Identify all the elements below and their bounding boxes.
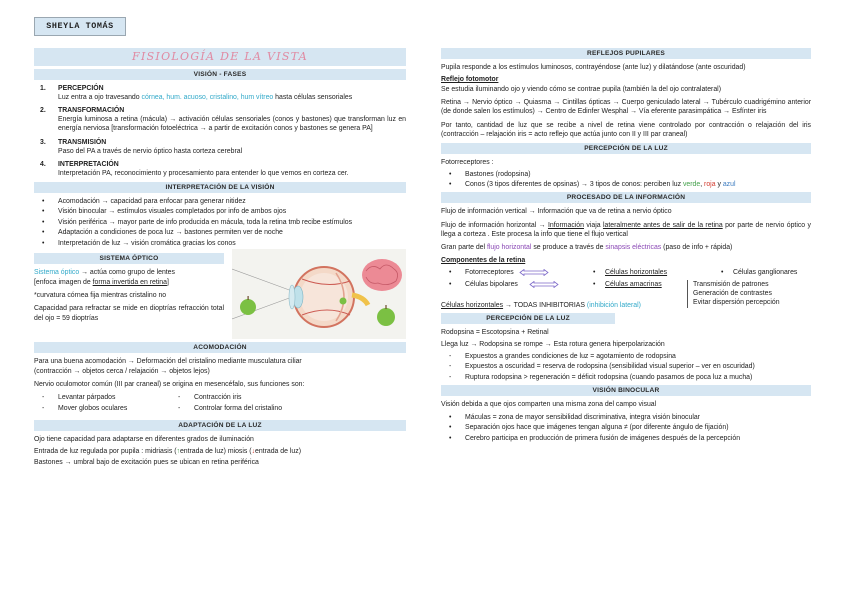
list-item: Transmisión de patrones bbox=[693, 281, 769, 289]
eye-diagram-image bbox=[232, 249, 406, 339]
eye-illustration bbox=[232, 249, 406, 339]
list-item: Evitar dispersión percepción bbox=[693, 299, 780, 307]
binocular-list bbox=[441, 413, 811, 443]
component-horizontales: Células horizontales bbox=[605, 269, 668, 277]
section-header-interpretacion: INTERPRETACIÓN DE LA VISIÓN bbox=[34, 182, 406, 193]
oculomotor-paragraph: Nervio oculomotor común (III par craneal) se origina en mesencéfalo, sus funciones son: bbox=[34, 381, 305, 389]
pupila-paragraph: Entrada de luz regulada por pupila : midriasis (↑entrada de luz) miosis (↓entrada de luz) bbox=[34, 447, 301, 455]
list-item: - Ruptura rodopsina > regeneración = déficit rodopsina (cuando pasamos de poca luz a mucha) bbox=[441, 373, 811, 382]
rodopsina-formula: Rodopsina = Escotopsina + Retinal bbox=[441, 329, 549, 337]
binocular-paragraph: Visión debida a que ojos comparten una misma zona del campo visual bbox=[441, 400, 657, 408]
list-item: • Separación ojos hace que imágenes tengan alguna ≠ (por diferente ángulo de fijación) bbox=[441, 423, 811, 432]
interpretacion-list bbox=[34, 197, 406, 248]
component-amacrinas: Células amacrinas bbox=[605, 281, 662, 289]
inhibicion-effects bbox=[687, 280, 780, 307]
list-item: - Controlar forma del cristalino bbox=[170, 404, 282, 413]
optic-subtext: [enfoca imagen de forma invertida en retina] bbox=[34, 279, 169, 287]
double-arrow-icon bbox=[529, 281, 559, 288]
author-name: SHEYLA TOMÁS bbox=[46, 20, 114, 31]
reflejos-paragraph: Pupila responde a los estímulos luminosos, contrayéndose (ante luz) y dilatándose (ante oscuridad) bbox=[441, 64, 746, 71]
list-item: Generación de contrastes bbox=[693, 290, 772, 298]
rodopsina-list bbox=[441, 352, 811, 382]
document-title: FISIOLOGÍA DE LA VISTA bbox=[132, 49, 308, 63]
list-item: • Conos (3 tipos diferentes de opsinas) → 3 tipos de conos: perciben luz verde, roja y azul bbox=[441, 180, 811, 189]
list-item: • Visión binocular → estímulos visuales completados por info de ambos ojos bbox=[34, 207, 406, 216]
phase-item bbox=[34, 138, 406, 156]
fotorreceptores-list bbox=[441, 170, 811, 190]
list-item: - Contracción iris bbox=[170, 393, 282, 402]
section-header-vision-binocular: VISIÓN BINOCULAR bbox=[441, 385, 811, 396]
list-item: • Visión periférica → mayor parte de info producida en mácula, toda la retina tmb recibe estímulos bbox=[34, 218, 406, 227]
oculomotor-functions bbox=[34, 393, 406, 417]
list-item: - Expuestos a grandes condiciones de luz = agotamiento de rodopsina bbox=[441, 352, 811, 361]
phase-number: 1. bbox=[40, 85, 46, 92]
section-header-acomodacion: ACOMODACIÓN bbox=[34, 342, 406, 353]
list-item: • Máculas = zona de mayor sensibilidad discriminativa, integra visión binocular bbox=[441, 413, 811, 422]
fotorreceptores-label: Fotorreceptores : bbox=[441, 158, 494, 166]
optic-dioptrias: Capacidad para refractar se mide en dioptrías refracción total del ojo = 59 dioptrías bbox=[34, 305, 224, 322]
list-item: • Interpretación de luz → visión cromática gracias los conos bbox=[34, 239, 406, 248]
bastones-paragraph: Bastones → umbral bajo de excitación pues se ubican en retina periférica bbox=[34, 458, 259, 466]
list-item: - Expuestos a oscuridad = reserva de rodopsina (sensibilidad visual superior – ver en oscuridad) bbox=[441, 362, 811, 371]
component-fotorreceptores: Fotorreceptores bbox=[465, 269, 514, 277]
section-header-percepcion-luz: PERCEPCIÓN DE LA LUZ bbox=[441, 143, 811, 154]
reflejo-paragraph: Se estudia iluminando ojo y viendo cómo se contrae pupila (también la del ojo contralateral) bbox=[441, 86, 721, 94]
section-header-percepcion-luz-2: PERCEPCIÓN DE LA LUZ bbox=[441, 313, 615, 324]
list-item: - Mover globos oculares bbox=[34, 404, 170, 413]
section-header-reflejos: REFLEJOS PUPILARES bbox=[441, 48, 811, 59]
flujo-vertical: Flujo de información vertical → Información que va de retina a nervio óptico bbox=[441, 208, 672, 216]
list-item: - Levantar párpados bbox=[34, 393, 170, 402]
left-column bbox=[34, 48, 406, 471]
phase-title: TRANSMISIÓN bbox=[58, 138, 107, 146]
phase-item bbox=[34, 106, 406, 133]
flujo-sinapsis: Gran parte del flujo horizontal se produce a través de sinapsis eléctricas (paso de info + rápida) bbox=[441, 243, 733, 251]
component-ganglionares: Células ganglionares bbox=[733, 269, 798, 277]
optic-term: Sistema óptico bbox=[34, 269, 80, 277]
list-item: • Bastones (rodopsina) bbox=[441, 170, 811, 179]
functions-list-b bbox=[170, 393, 282, 414]
phase-number: 2. bbox=[40, 107, 46, 115]
functions-list-a bbox=[34, 393, 170, 414]
acomodacion-subtext: (contracción → objetos cerca / relajación → objetos lejos) bbox=[34, 368, 210, 376]
arrow-down-icon: ↓ bbox=[251, 447, 256, 455]
phase-text: Paso del PA a través de nervio óptico hasta corteza cerebral bbox=[58, 147, 243, 155]
reflejo-pathway: Retina → Nervio óptico → Quiasma → Cintillas ópticas → Cuerpo geniculado lateral → Tubérculo cuadrigémino anterior (de donde salen los estímulos) → Centro de Edinfer Wesphal → Vía eferente parasimpática → Esfínter iris bbox=[441, 99, 811, 116]
phase-item bbox=[34, 84, 406, 102]
phase-item bbox=[34, 160, 406, 178]
optic-note: *curvatura córnea fija mientras cristalino no bbox=[34, 292, 167, 300]
section-header-sistema-optico: SISTEMA ÓPTICO bbox=[34, 253, 224, 264]
phase-title: INTERPRETACIÓN bbox=[58, 160, 119, 168]
section-header-procesado: PROCESADO DE LA INFORMACIÓN bbox=[441, 192, 811, 203]
phase-text: Energía luminosa a retina (mácula) → activación células sensoriales (conos y bastones) que transforman luz en energía nerviosa [transformación fotoeléctrica → a partir de excitación conos y bastones se genera PA] bbox=[58, 116, 406, 133]
section-header-adaptacion: ADAPTACIÓN DE LA LUZ bbox=[34, 420, 406, 431]
phase-text: Interpretación PA, reconocimiento y procesamiento para entender lo que vemos en corteza cer. bbox=[58, 169, 349, 177]
reflejo-fotomotor-title: Reflejo fotomotor bbox=[441, 76, 499, 84]
sistema-optico-section bbox=[34, 251, 406, 339]
right-column bbox=[441, 48, 811, 446]
author-name-box bbox=[34, 17, 126, 36]
arrow-up-icon: ↑ bbox=[176, 447, 180, 455]
phase-title: PERCEPCIÓN bbox=[58, 85, 104, 92]
double-arrow-icon bbox=[519, 269, 549, 276]
rodopsina-process: Llega luz → Rodopsina se rompe → Esta rotura genera hiperpolarización bbox=[441, 341, 665, 349]
adaptacion-paragraph: Ojo tiene capacidad para adaptarse en diferentes grados de iluminación bbox=[34, 436, 254, 444]
phase-number: 4. bbox=[40, 160, 46, 168]
list-item: • Adaptación a condiciones de poca luz → bastones permiten ver de noche bbox=[34, 228, 406, 237]
list-item: • Cerebro participa en producción de primera fusión de imágenes después de la percepción bbox=[441, 434, 811, 443]
document-title-bar bbox=[34, 48, 406, 66]
components-row-1: • Fotorreceptores • Células horizontales • Células ganglionares bbox=[449, 269, 798, 277]
list-item: • Acomodación → capacidad para enfocar para generar nitidez bbox=[34, 197, 406, 206]
components-row-2: • Células bipolares • Células amacrinas bbox=[449, 281, 662, 289]
component-bipolares: Células bipolares bbox=[465, 281, 518, 289]
section-header-vision-fases: VISIÓN - FASES bbox=[34, 69, 406, 80]
phase-text: Luz entra a ojo travesando córnea, hum. acuoso, cristalino, hum vítreo hasta células sensoriales bbox=[58, 94, 353, 102]
acomodacion-paragraph: Para una buena acomodación → Deformación del cristalino mediante musculatura ciliar bbox=[34, 358, 302, 366]
reflejo-conclusion: Por tanto, cantidad de luz que se recibe a nivel de retina viene controlado por contracción o relajación del iris (contracción – relajación iris = acto reflejo que actúa junto con II y III par craneal) bbox=[441, 121, 811, 138]
phase-number: 3. bbox=[40, 138, 46, 146]
phase-title: TRANSFORMACIÓN bbox=[58, 107, 125, 115]
componentes-title: Componentes de la retina bbox=[441, 256, 526, 264]
flujo-horizontal: Flujo de información horizontal → Información viaja lateralmente antes de salir de la retina por parte de nervio óptico y llega a corteza . Este procesa la info que tiene el flujo vertical bbox=[441, 221, 811, 238]
phase-highlight: córnea, hum. acuoso, cristalino, hum vítreo bbox=[141, 94, 274, 102]
inhibicion-text: Células horizontales → TODAS INHIBITORIAS (inhibición lateral) bbox=[441, 302, 641, 310]
optic-paragraph: Sistema óptico → actúa como grupo de lentes bbox=[34, 269, 175, 277]
